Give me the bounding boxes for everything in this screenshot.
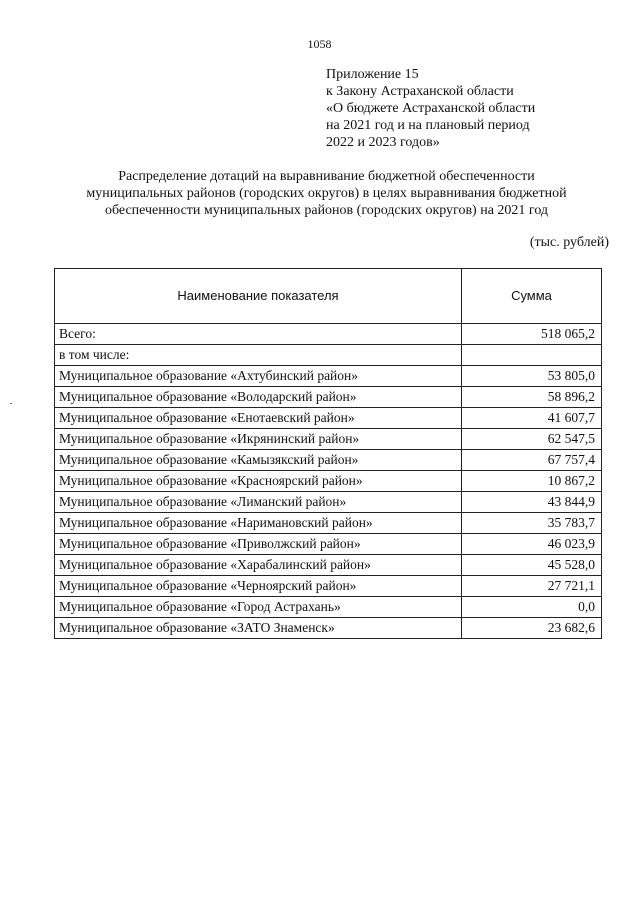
subheading-row [55,345,602,366]
table-header-row [55,269,602,324]
table-row [55,471,602,492]
table-row [55,534,602,555]
row-value: 53 805,0 [462,366,602,387]
total-label: Всего: [55,324,462,345]
row-name: Муниципальное образование «Наримановский район» [55,513,462,534]
title-line: муниципальных районов (городских округов) в целях выравнивания бюджетной [86,186,567,201]
row-name: Муниципальное образование «Икрянинский район» [55,429,462,450]
table-row [55,513,602,534]
appendix-line: «О бюджете Астраханской области [326,101,536,116]
row-name: Муниципальное образование «Приволжский район» [55,534,462,555]
units-label: (тыс. рублей) [529,235,609,250]
total-row [55,324,602,345]
row-value: 58 896,2 [462,387,602,408]
row-name: Муниципальное образование «Ахтубинский район» [55,366,462,387]
document-title [40,168,613,219]
row-name: Муниципальное образование «Лиманский район» [55,492,462,513]
row-name: Муниципальное образование «Харабалинский район» [55,555,462,576]
header-sum: Сумма [462,269,602,324]
row-value: 46 023,9 [462,534,602,555]
appendix-line: 2022 и 2023 годов» [326,135,440,150]
row-name: Муниципальное образование «ЗАТО Знаменск» [55,618,462,639]
row-value: 41 607,7 [462,408,602,429]
table-row [55,555,602,576]
subheading-label: в том числе: [55,345,462,366]
row-value: 67 757,4 [462,450,602,471]
row-value: 27 721,1 [462,576,602,597]
table-row [55,366,602,387]
row-name: Муниципальное образование «Черноярский район» [55,576,462,597]
title-line: обеспеченности муниципальных районов (городских округов) на 2021 год [104,203,549,218]
row-name: Муниципальное образование «Енотаевский район» [55,408,462,429]
row-value: 62 547,5 [462,429,602,450]
appendix-line: Приложение 15 [326,67,419,82]
row-name: Муниципальное образование «Камызякский район» [55,450,462,471]
subsidy-table [54,268,602,639]
page-number: 1058 [307,37,332,51]
row-value: 23 682,6 [462,618,602,639]
row-name: Муниципальное образование «Город Астрахань» [55,597,462,618]
header-name: Наименование показателя [55,269,462,324]
appendix-line: на 2021 год и на плановый период [326,118,530,133]
table-row [55,492,602,513]
table-row [55,576,602,597]
total-value: 518 065,2 [462,324,602,345]
row-value: 0,0 [462,597,602,618]
table-row [55,618,602,639]
table-row [55,429,602,450]
appendix-reference [326,66,535,151]
table-row [55,450,602,471]
title-line: Распределение дотаций на выравнивание бюджетной обеспеченности [118,169,535,184]
row-value: 45 528,0 [462,555,602,576]
table-row [55,387,602,408]
row-value: 43 844,9 [462,492,602,513]
row-value: 35 783,7 [462,513,602,534]
subheading-empty [462,345,602,366]
row-name: Муниципальное образование «Красноярский район» [55,471,462,492]
table-row [55,597,602,618]
row-name: Муниципальное образование «Володарский район» [55,387,462,408]
table-row [55,408,602,429]
scan-mark [10,403,12,404]
appendix-line: к Закону Астраханской области [326,84,514,99]
row-value: 10 867,2 [462,471,602,492]
